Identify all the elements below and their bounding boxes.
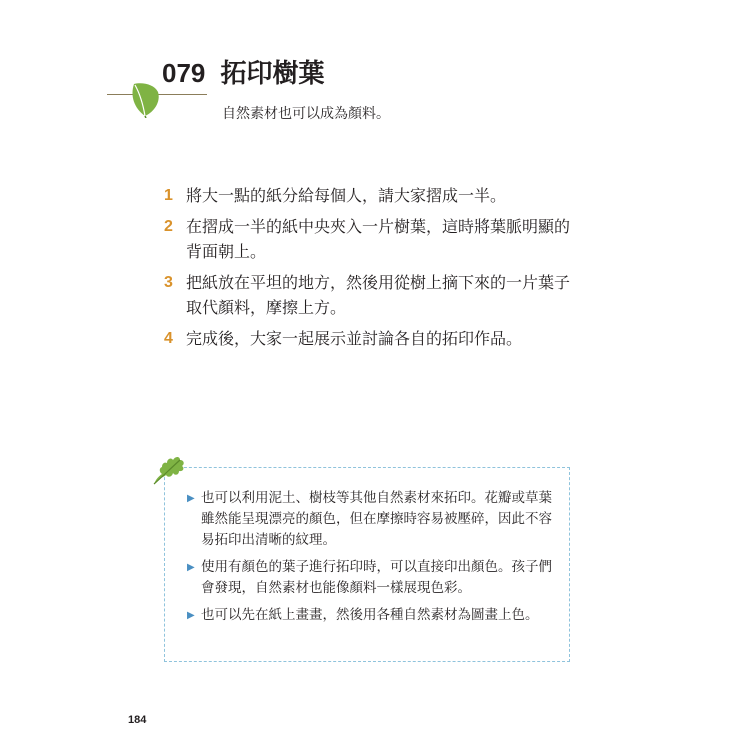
oak-leaf-icon [150,451,188,487]
activity-number: 079 [162,58,206,88]
tips-list [187,488,555,626]
step-text: 把紙放在平坦的地方，然後用從樹上摘下來的一片葉子取代顏料，摩擦上方。 [186,273,571,317]
step-number: 1 [164,187,173,204]
subtitle: 自然素材也可以成為顏料。 [222,106,390,122]
tips-box [164,467,570,662]
tip-item [187,557,555,599]
step-text: 在摺成一半的紙中央夾入一片樹葉，這時將葉脈明顯的背面朝上。 [186,217,571,261]
step-text: 完成後，大家一起展示並討論各自的拓印作品。 [186,329,523,348]
tip-text: 使用有顏色的葉子進行拓印時，可以直接印出顏色。孩子們會發現，自然素材也能像顏料一樣展現色彩。 [201,559,552,596]
step-item [164,183,584,208]
step-number: 4 [164,330,173,347]
triangle-bullet-icon: ▶ [187,562,195,573]
step-number: 2 [164,218,173,235]
triangle-bullet-icon: ▶ [187,493,195,504]
leaf-icon [128,78,162,118]
tip-item [187,605,555,626]
tip-item [187,488,555,551]
step-item [164,326,584,351]
page-number: 184 [128,714,147,726]
step-list [164,183,584,357]
page-title [162,56,324,91]
step-item [164,270,584,320]
triangle-bullet-icon: ▶ [187,610,195,621]
tip-text: 也可以先在紙上畫畫，然後用各種自然素材為圖畫上色。 [201,607,539,623]
activity-title: 拓印樹葉 [220,59,325,89]
tip-text: 也可以利用泥土、樹枝等其他自然素材來拓印。花瓣或草葉雖然能呈現漂亮的顏色，但在摩擦時容易被壓碎，因此不容易拓印出清晰的紋理。 [201,490,552,548]
step-item [164,214,584,264]
step-text: 將大一點的紙分給每個人，請大家摺成一半。 [186,186,507,205]
step-number: 3 [164,274,173,291]
